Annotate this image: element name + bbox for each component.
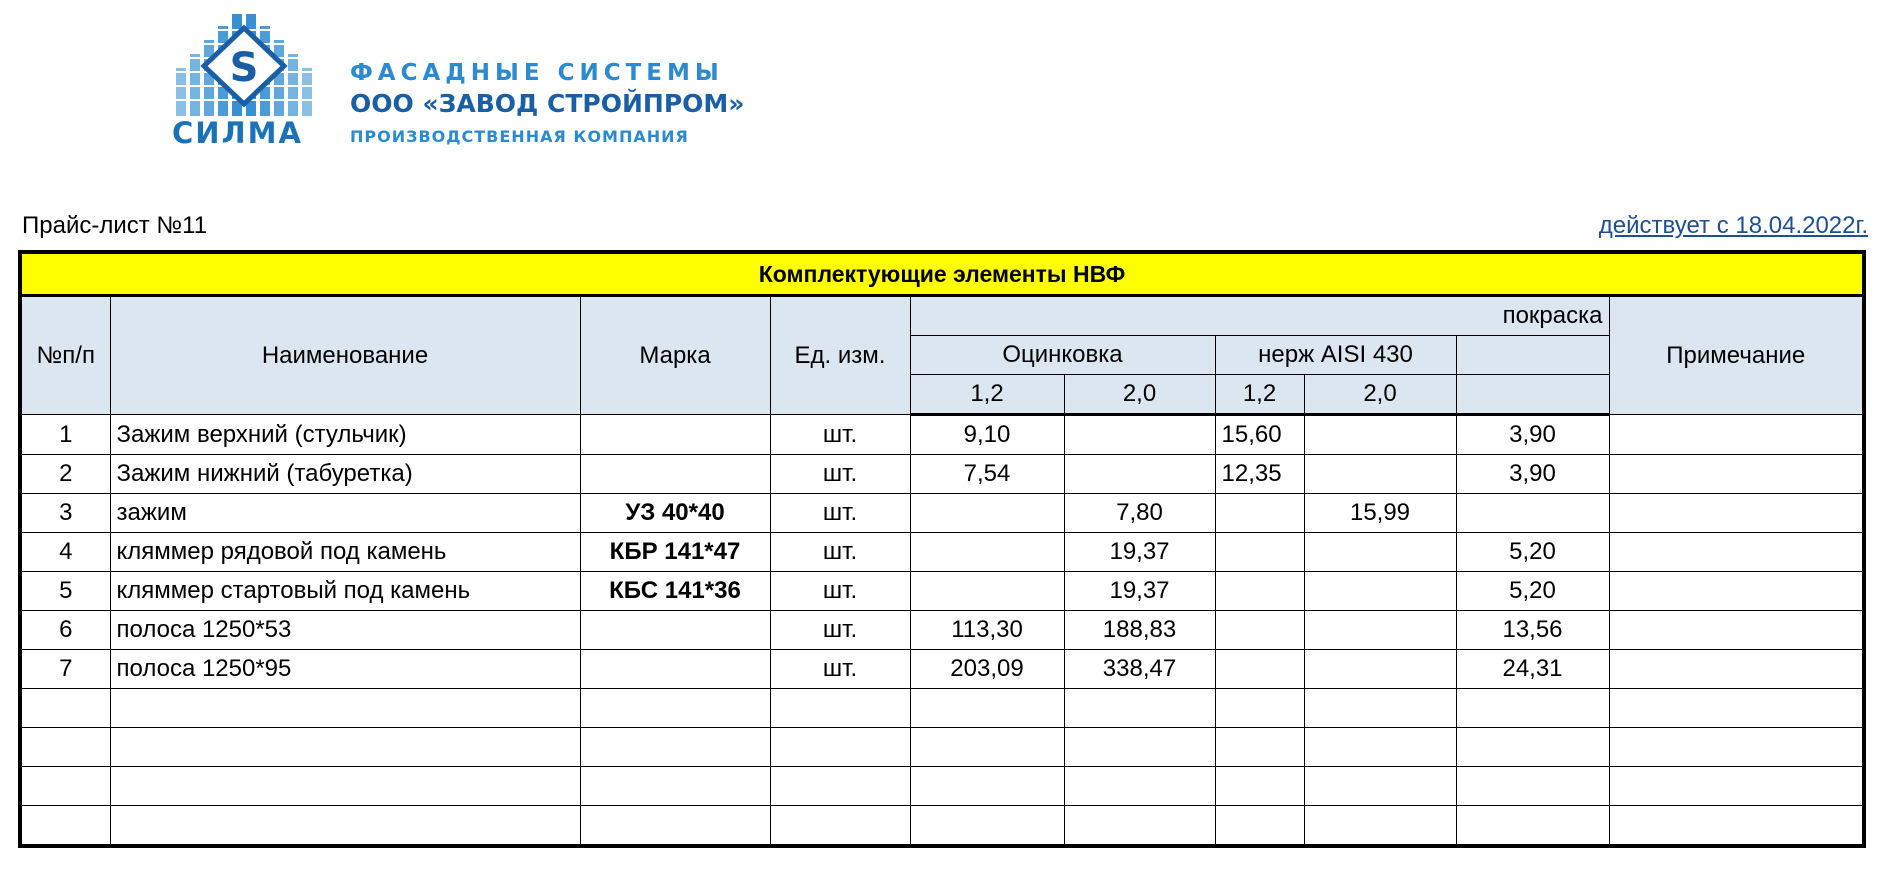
empty-row <box>20 689 1864 728</box>
header-row <box>20 296 1864 336</box>
empty-cell <box>770 728 910 767</box>
empty-cell <box>1456 767 1609 806</box>
cell-name: кляммер рядовой под камень <box>110 533 580 572</box>
cell-name: полоса 1250*95 <box>110 650 580 689</box>
cell-num: 7 <box>20 650 110 689</box>
col-header-stainless: нерж AISI 430 <box>1215 336 1456 375</box>
cell-unit: шт. <box>770 650 910 689</box>
table-row <box>20 455 1864 494</box>
cell-name: полоса 1250*53 <box>110 611 580 650</box>
table-row <box>20 533 1864 572</box>
cell-ss12 <box>1215 611 1304 650</box>
empty-row <box>20 806 1864 847</box>
cell-ss20 <box>1304 572 1456 611</box>
empty-cell <box>1064 806 1215 847</box>
empty-cell <box>110 689 580 728</box>
cell-unit: шт. <box>770 572 910 611</box>
cell-ss12 <box>1215 572 1304 611</box>
empty-cell <box>110 728 580 767</box>
table-row <box>20 572 1864 611</box>
cell-brand <box>580 611 770 650</box>
empty-cell <box>910 728 1064 767</box>
cell-num: 4 <box>20 533 110 572</box>
col-header-painting: покраска <box>910 296 1609 336</box>
cell-brand <box>580 650 770 689</box>
svg-text:S: S <box>229 45 259 91</box>
empty-cell <box>20 806 110 847</box>
empty-cell <box>1304 689 1456 728</box>
cell-paint: 3,90 <box>1456 455 1609 494</box>
empty-cell <box>1215 728 1304 767</box>
col-header-thickness: 1,2 <box>910 375 1064 415</box>
empty-cell <box>1304 806 1456 847</box>
cell-name: зажим <box>110 494 580 533</box>
cell-zn12 <box>910 533 1064 572</box>
cell-zn20: 19,37 <box>1064 572 1215 611</box>
table-row <box>20 415 1864 455</box>
empty-cell <box>580 767 770 806</box>
cell-note <box>1609 650 1864 689</box>
cell-paint <box>1456 494 1609 533</box>
col-header-thickness: 2,0 <box>1304 375 1456 415</box>
cell-ss12: 12,35 <box>1215 455 1304 494</box>
cell-paint: 5,20 <box>1456 533 1609 572</box>
cell-paint: 5,20 <box>1456 572 1609 611</box>
valid-from-link[interactable]: действует с 18.04.2022г. <box>1598 212 1868 239</box>
cell-unit: шт. <box>770 415 910 455</box>
empty-cell <box>1215 767 1304 806</box>
cell-num: 5 <box>20 572 110 611</box>
empty-cell <box>910 767 1064 806</box>
empty-cell <box>110 767 580 806</box>
empty-cell <box>20 767 110 806</box>
cell-ss12: 15,60 <box>1215 415 1304 455</box>
logo-subtitle: ПРОИЗВОДСТВЕННАЯ КОМПАНИЯ <box>350 127 689 146</box>
cell-zn20 <box>1064 415 1215 455</box>
empty-cell <box>580 728 770 767</box>
cell-num: 3 <box>20 494 110 533</box>
cell-unit: шт. <box>770 494 910 533</box>
cell-ss20 <box>1304 415 1456 455</box>
cell-brand <box>580 455 770 494</box>
cell-note <box>1609 494 1864 533</box>
company-logo <box>172 10 792 150</box>
empty-cell <box>580 806 770 847</box>
cell-ss12 <box>1215 494 1304 533</box>
cell-ss20 <box>1304 650 1456 689</box>
table-row <box>20 611 1864 650</box>
table-row <box>20 494 1864 533</box>
col-header-galvanized: Оцинковка <box>910 336 1215 375</box>
cell-zn12: 203,09 <box>910 650 1064 689</box>
col-header-paint-blank <box>1456 375 1609 415</box>
col-header-unit: Ед. изм. <box>770 296 910 415</box>
cell-num: 2 <box>20 455 110 494</box>
cell-zn12: 7,54 <box>910 455 1064 494</box>
cell-note <box>1609 455 1864 494</box>
price-list-title: Прайс-лист №11 <box>22 212 208 239</box>
cell-ss20: 15,99 <box>1304 494 1456 533</box>
cell-zn12 <box>910 494 1064 533</box>
empty-cell <box>1304 767 1456 806</box>
brand-name: СИЛМА <box>172 116 303 150</box>
empty-cell <box>20 689 110 728</box>
cell-unit: шт. <box>770 533 910 572</box>
section-title: Комплектующие элементы НВФ <box>20 252 1864 296</box>
empty-cell <box>1064 767 1215 806</box>
empty-cell <box>1609 689 1864 728</box>
cell-zn20 <box>1064 455 1215 494</box>
cell-ss20 <box>1304 455 1456 494</box>
cell-unit: шт. <box>770 611 910 650</box>
cell-ss12 <box>1215 533 1304 572</box>
cell-zn12: 9,10 <box>910 415 1064 455</box>
empty-cell <box>1215 689 1304 728</box>
cell-brand: КБР 141*47 <box>580 533 770 572</box>
col-header-brand: Марка <box>580 296 770 415</box>
empty-cell <box>1064 689 1215 728</box>
cell-num: 1 <box>20 415 110 455</box>
empty-cell <box>20 728 110 767</box>
empty-cell <box>1609 806 1864 847</box>
cell-zn12 <box>910 572 1064 611</box>
cell-zn20: 19,37 <box>1064 533 1215 572</box>
empty-row <box>20 767 1864 806</box>
empty-cell <box>110 806 580 847</box>
cell-zn20: 7,80 <box>1064 494 1215 533</box>
col-header-number: №п/п <box>20 296 110 415</box>
cell-paint: 24,31 <box>1456 650 1609 689</box>
section-header-row <box>20 252 1864 296</box>
empty-cell <box>1456 728 1609 767</box>
cell-ss20 <box>1304 611 1456 650</box>
empty-cell <box>1456 806 1609 847</box>
cell-ss12 <box>1215 650 1304 689</box>
empty-cell <box>910 689 1064 728</box>
cell-brand: КБС 141*36 <box>580 572 770 611</box>
cell-note <box>1609 533 1864 572</box>
col-header-name: Наименование <box>110 296 580 415</box>
logo-tagline: ФАСАДНЫЕ СИСТЕМЫ <box>350 60 724 86</box>
cell-name: Зажим верхний (стульчик) <box>110 415 580 455</box>
cell-zn20: 338,47 <box>1064 650 1215 689</box>
cell-brand <box>580 415 770 455</box>
empty-cell <box>1064 728 1215 767</box>
empty-cell <box>580 689 770 728</box>
cell-note <box>1609 572 1864 611</box>
empty-cell <box>1456 689 1609 728</box>
price-table <box>18 250 1866 848</box>
cell-paint: 13,56 <box>1456 611 1609 650</box>
cell-note <box>1609 611 1864 650</box>
col-header-note: Примечание <box>1609 296 1864 415</box>
logo-company-name: ООО «ЗАВОД СТРОЙПРОМ» <box>350 89 745 118</box>
col-header-paint-blank <box>1456 336 1609 375</box>
col-header-thickness: 1,2 <box>1215 375 1304 415</box>
cell-zn12: 113,30 <box>910 611 1064 650</box>
empty-cell <box>1304 728 1456 767</box>
cell-paint: 3,90 <box>1456 415 1609 455</box>
cell-name: кляммер стартовый под камень <box>110 572 580 611</box>
cell-ss20 <box>1304 533 1456 572</box>
empty-cell <box>1215 806 1304 847</box>
cell-num: 6 <box>20 611 110 650</box>
cell-name: Зажим нижний (табуретка) <box>110 455 580 494</box>
cell-zn20: 188,83 <box>1064 611 1215 650</box>
empty-cell <box>1609 728 1864 767</box>
empty-cell <box>770 767 910 806</box>
empty-row <box>20 728 1864 767</box>
cell-note <box>1609 415 1864 455</box>
empty-cell <box>1609 767 1864 806</box>
cell-brand: УЗ 40*40 <box>580 494 770 533</box>
empty-cell <box>910 806 1064 847</box>
table-row <box>20 650 1864 689</box>
empty-cell <box>770 689 910 728</box>
cell-unit: шт. <box>770 455 910 494</box>
empty-cell <box>770 806 910 847</box>
col-header-thickness: 2,0 <box>1064 375 1215 415</box>
